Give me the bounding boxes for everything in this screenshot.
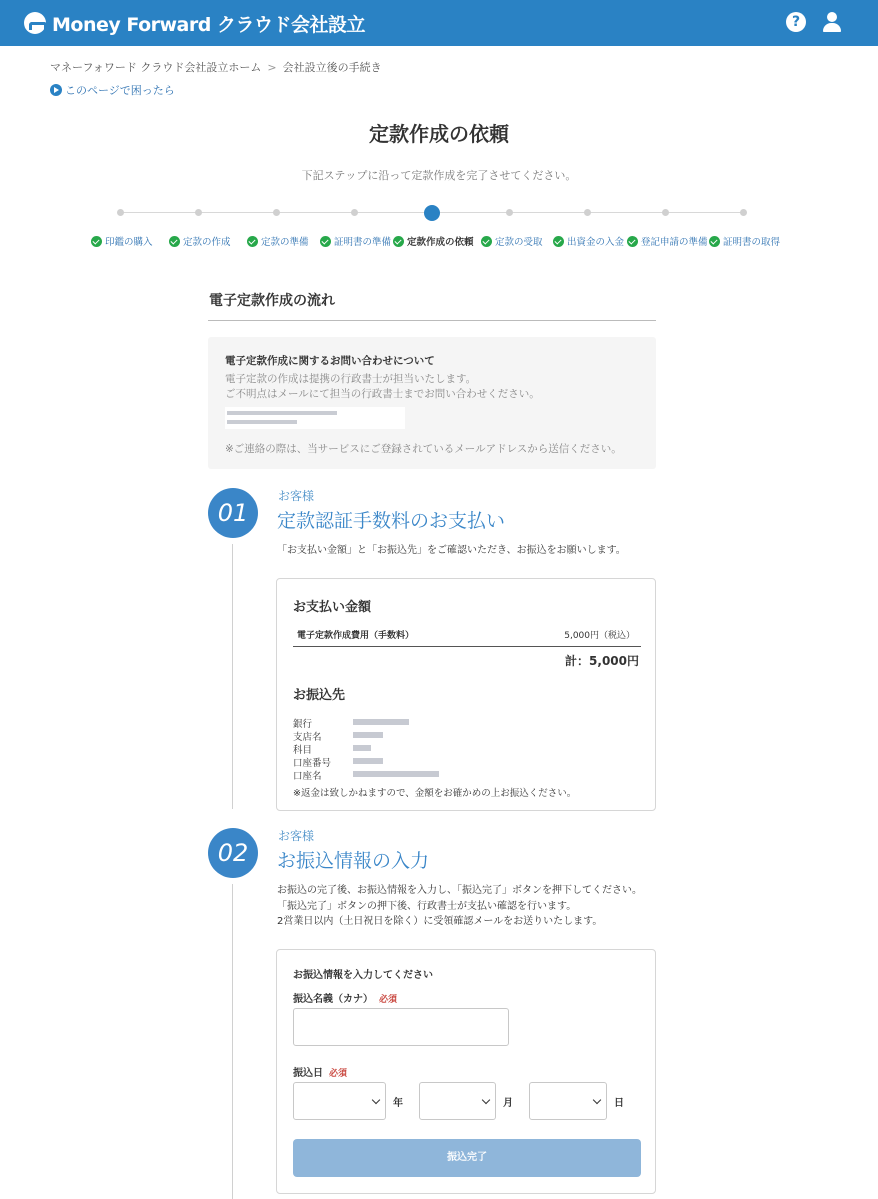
step-dot-8 <box>662 209 669 216</box>
step-label-4[interactable] <box>320 234 391 248</box>
redacted-bar <box>227 420 297 424</box>
redacted-contact-email <box>225 407 405 429</box>
redacted-branch-value <box>353 732 383 738</box>
account-number-label: 口座番号 <box>293 758 332 769</box>
check-circle-icon <box>91 236 102 247</box>
help-link-label: このページで困ったら <box>65 84 175 97</box>
breadcrumb-current: 会社設立後の手続き <box>282 61 382 74</box>
step-label-text: 定款の受取 <box>495 237 543 248</box>
user-icon-head <box>827 12 837 22</box>
transfer-complete-button[interactable]: 振込完了 <box>293 1139 641 1177</box>
step-dot-5-current <box>424 205 440 221</box>
step-dot-6 <box>506 209 513 216</box>
question-circle-icon[interactable]: ? <box>786 12 806 32</box>
transfer-destination-title: お振込先 <box>293 688 346 703</box>
check-circle-icon <box>169 236 180 247</box>
day-select[interactable] <box>529 1082 607 1120</box>
flow-step-number-01: 01 <box>208 488 258 538</box>
day-unit: 日 <box>614 1098 624 1109</box>
help-link[interactable] <box>50 82 175 98</box>
logo-text: Money Forward クラウド会社設立 <box>52 13 365 36</box>
flow-connector-line <box>232 544 233 809</box>
page-subtitle: 下記ステップに沿って定款作成を完了させてください。 <box>301 169 577 182</box>
fee-label: 電子定款作成費用（手数料） <box>297 631 415 641</box>
step-label-text: 定款の準備 <box>261 237 309 248</box>
name-field-label-text: 振込名義（カナ） <box>293 994 373 1005</box>
required-badge: 必須 <box>329 1069 348 1079</box>
step-label-3[interactable] <box>247 234 309 248</box>
fee-divider <box>293 646 641 647</box>
transfer-form-card <box>276 949 656 1194</box>
step-label-text: 証明書の準備 <box>334 237 392 248</box>
breadcrumb-separator: > <box>267 60 277 74</box>
account-name-label: 口座名 <box>293 771 322 782</box>
step-label-8[interactable] <box>627 234 708 248</box>
check-circle-icon <box>320 236 331 247</box>
contact-title: 電子定款作成に関するお問い合わせについて <box>225 355 435 367</box>
user-icon[interactable] <box>822 12 842 32</box>
required-badge: 必須 <box>379 995 398 1005</box>
date-field-label <box>293 1064 347 1079</box>
play-circle-icon <box>50 84 62 96</box>
bank-label: 銀行 <box>293 719 313 730</box>
step-label-2[interactable] <box>169 234 231 248</box>
logo[interactable] <box>24 9 365 37</box>
step-label-1[interactable] <box>91 234 153 248</box>
flow2-description-3: 2営業日以内（土日祝日を除く）に受領確認メールをお送りいたします。 <box>277 916 603 927</box>
step-label-9[interactable] <box>709 234 780 248</box>
breadcrumb-home[interactable]: マネーフォワード クラウド会社設立ホーム <box>50 61 262 74</box>
contact-note: ※ご連絡の際は、当サービスにご登録されているメールアドレスから送信ください。 <box>225 443 622 455</box>
payment-card <box>276 578 656 811</box>
flow1-role: お客様 <box>278 489 315 503</box>
contact-line-2: ご不明点はメールにて担当の行政書士までお問い合わせください。 <box>225 388 540 400</box>
payment-amount-title: お支払い金額 <box>293 600 372 615</box>
branch-label: 支店名 <box>293 732 322 743</box>
check-circle-icon <box>247 236 258 247</box>
flow1-heading: 定款認証手数料のお支払い <box>277 510 506 532</box>
refund-note: ※返金は致しかねますので、金額をお確かめの上お振込ください。 <box>293 788 577 799</box>
form-title: お振込情報を入力してください <box>293 970 433 981</box>
transfer-name-input[interactable] <box>293 1008 509 1046</box>
check-circle-icon <box>393 236 404 247</box>
month-unit: 月 <box>503 1098 513 1109</box>
flow-step-number-02: 02 <box>208 828 258 878</box>
section-divider <box>208 320 656 321</box>
redacted-bar <box>227 411 337 415</box>
contact-info-box <box>208 337 656 469</box>
step-label-text: 印鑑の購入 <box>105 237 153 248</box>
month-select[interactable] <box>419 1082 496 1120</box>
flow2-role: お客様 <box>278 829 315 843</box>
check-circle-icon <box>627 236 638 247</box>
flow2-description-2: 「振込完了」ボタンの押下後、行政書士が支払い確認を行います。 <box>277 901 577 912</box>
check-circle-icon <box>553 236 564 247</box>
app-header <box>0 0 878 46</box>
section-title: 電子定款作成の流れ <box>209 293 335 309</box>
breadcrumb <box>50 59 382 75</box>
fee-total: 計：5,000円 <box>565 654 639 668</box>
step-label-5-current[interactable] <box>393 234 474 248</box>
step-dot-2 <box>195 209 202 216</box>
flow-connector-line <box>232 884 233 1199</box>
redacted-account-name-value <box>353 771 439 777</box>
step-dot-3 <box>273 209 280 216</box>
user-icon-body <box>823 23 841 32</box>
step-label-text: 定款の作成 <box>183 237 231 248</box>
step-label-text: 証明書の取得 <box>723 237 781 248</box>
check-circle-icon <box>481 236 492 247</box>
flow2-heading: お振込情報の入力 <box>277 850 430 872</box>
account-type-label: 科目 <box>293 745 313 756</box>
step-label-text: 出資金の入金 <box>567 237 625 248</box>
flow2-description-1: お振込の完了後、お振込情報を入力し、「振込完了」ボタンを押下してください。 <box>277 885 642 896</box>
year-select[interactable] <box>293 1082 386 1120</box>
flow1-description: 「お支払い金額」と「お振込先」をご確認いただき、お振込をお願いします。 <box>277 545 626 556</box>
step-label-text: 定款作成の依頼 <box>407 237 474 248</box>
step-label-text: 登記申請の準備 <box>641 237 708 248</box>
step-label-6[interactable] <box>481 234 543 248</box>
date-field-label-text: 振込日 <box>293 1068 323 1079</box>
contact-line-1: 電子定款の作成は提携の行政書士が担当いたします。 <box>225 373 477 385</box>
redacted-account-number-value <box>353 758 383 764</box>
step-dot-7 <box>584 209 591 216</box>
check-circle-icon <box>709 236 720 247</box>
fee-value: 5,000円（税込） <box>564 631 635 641</box>
page-title: 定款作成の依頼 <box>369 122 509 146</box>
year-unit: 年 <box>393 1098 403 1109</box>
redacted-bank-value <box>353 719 409 725</box>
step-dot-9 <box>740 209 747 216</box>
step-label-7[interactable] <box>553 234 624 248</box>
money-forward-logo-icon <box>24 12 46 34</box>
redacted-account-type-value <box>353 745 371 751</box>
step-dot-4 <box>351 209 358 216</box>
name-field-label <box>293 990 397 1005</box>
step-dot-1 <box>117 209 124 216</box>
